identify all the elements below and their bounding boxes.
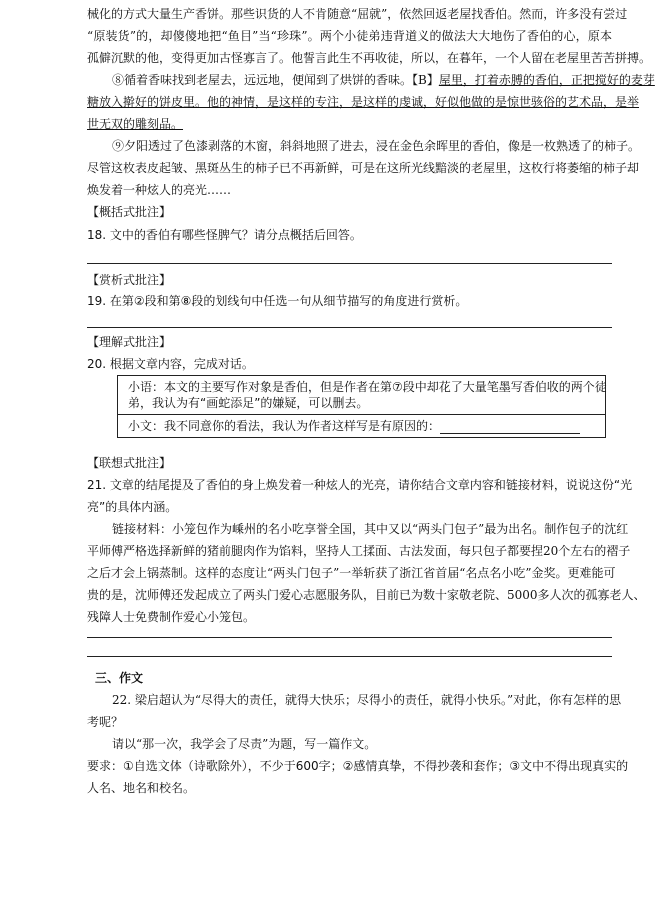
answer-line[interactable]	[87, 263, 612, 264]
essay-prompt: 请以“那一次，我学会了尽责”为题，写一篇作文。	[112, 737, 377, 751]
underlined-sentence: 糖放入擀好的饼皮里。他的神情，是这样的专注，是这样的虔诚，好似他做的是惊世骇俗的艺术品，是举	[87, 95, 640, 109]
dialogue-box	[117, 375, 606, 438]
answer-line[interactable]	[87, 327, 612, 328]
text-line: 链接材料：小笼包作为嵊州的名小吃享誉全国，其中又以“两头门包子”最为出名。制作包子的沈红	[112, 522, 629, 536]
question-22: 考呢？	[87, 715, 124, 729]
text-line: 平师傅严格选择新鲜的猪前腿肉作为馅料，坚持人工揉面、古法发面，每只包子都要捏20个左右的褶子	[87, 544, 631, 558]
dialogue-xiaoyu	[118, 376, 605, 414]
text-line: 贵的是，沈师傅还发起成立了两头门爱心志愿服务队，目前已为数十家敬老院、5000多人次的孤寡老人、	[87, 588, 646, 602]
section-heading: 【理解式批注】	[87, 335, 172, 349]
text-line: 械化的方式大量生产香饼。那些识货的人不肯随意“屈就”，依然回返老屋找香伯。然而，许多没有尝过	[87, 7, 628, 21]
text-line	[112, 72, 655, 88]
section-heading: 【联想式批注】	[87, 456, 172, 470]
text-line: 小文：我不同意你的看法，我认为作者这样写是有原因的：	[128, 419, 441, 433]
question-21: 亮”的具体内涵。	[87, 500, 178, 514]
underlined-sentence: 屋里，打着赤膊的香伯，正把搅好的麦芽	[438, 73, 655, 87]
dialogue-xiaowen	[118, 414, 605, 437]
text-line: 焕发着一种炫人的亮光……	[87, 183, 232, 197]
question-18: 18. 文中的香伯有哪些怪脾气？请分点概括后回答。	[87, 228, 362, 242]
answer-line[interactable]	[87, 637, 612, 638]
question-20: 20. 根据文章内容，完成对话。	[87, 357, 254, 371]
text-line: “原装货”的，却傻傻地把“鱼目”当“珍珠”。两个小徒弟违背道义的做法大大地伤了香伯的心，原本	[87, 29, 612, 43]
answer-line[interactable]	[87, 656, 612, 657]
text-line: 弟，我认为有“画蛇添足”的嫌疑，可以删去。	[128, 396, 369, 410]
section-heading: 三、作文	[95, 671, 144, 685]
text-line: 孤僻沉默的他，变得更加古怪寡言了。他誓言此生不再收徒，所以，在暮年，一个人留在老屋里苦苦拼搏。	[87, 51, 652, 65]
underlined-sentence: 世无双的雕刻品。	[87, 117, 184, 131]
answer-blank[interactable]	[440, 421, 580, 434]
question-22: 22. 梁启超认为“尽得大的责任，就得大快乐；尽得小的责任，就得小快乐。”对此，你有怎样的思	[112, 693, 622, 707]
section-heading: 【赏析式批注】	[87, 273, 172, 287]
essay-requirements: 要求：①自选文体（诗歌除外），不少于600字；②感情真挚，不得抄袭和套作；③文中不得出现真实的	[87, 759, 629, 773]
text-line: 之后才会上锅蒸制。这样的态度让“两头门包子”一举斩获了浙江省首届“名点名小吃”金奖。更难能可	[87, 566, 616, 580]
question-21: 21. 文章的结尾提及了香伯的身上焕发着一种炫人的光亮，请你结合文章内容和链接材料，说说这份“光	[87, 478, 633, 492]
text-line: 尽管这枚表皮起皱、黑斑丛生的柿子已不再新鲜，可是在这所光线黯淡的老屋里，这枚行将萎缩的柿子却	[87, 161, 640, 175]
essay-requirements: 人名、地名和校名。	[87, 781, 196, 795]
section-heading: 【概括式批注】	[87, 205, 172, 219]
text-plain: ⑧循着香味找到老屋去，远远地，便闻到了烘饼的香味。【B】	[112, 73, 439, 87]
text-line: ⑨夕阳透过了色漆剥落的木窗，斜斜地照了进去，浸在金色余晖里的香伯，像是一枚熟透了的柿子。	[112, 139, 641, 153]
question-19: 19. 在第②段和第⑧段的划线句中任选一句从细节描写的角度进行赏析。	[87, 294, 468, 308]
text-line: 小语：本文的主要写作对象是香伯，但是作者在第⑦段中却花了大量笔墨写香伯收的两个徒	[128, 380, 607, 394]
text-line: 残障人士免费制作爱心小笼包。	[87, 610, 256, 624]
